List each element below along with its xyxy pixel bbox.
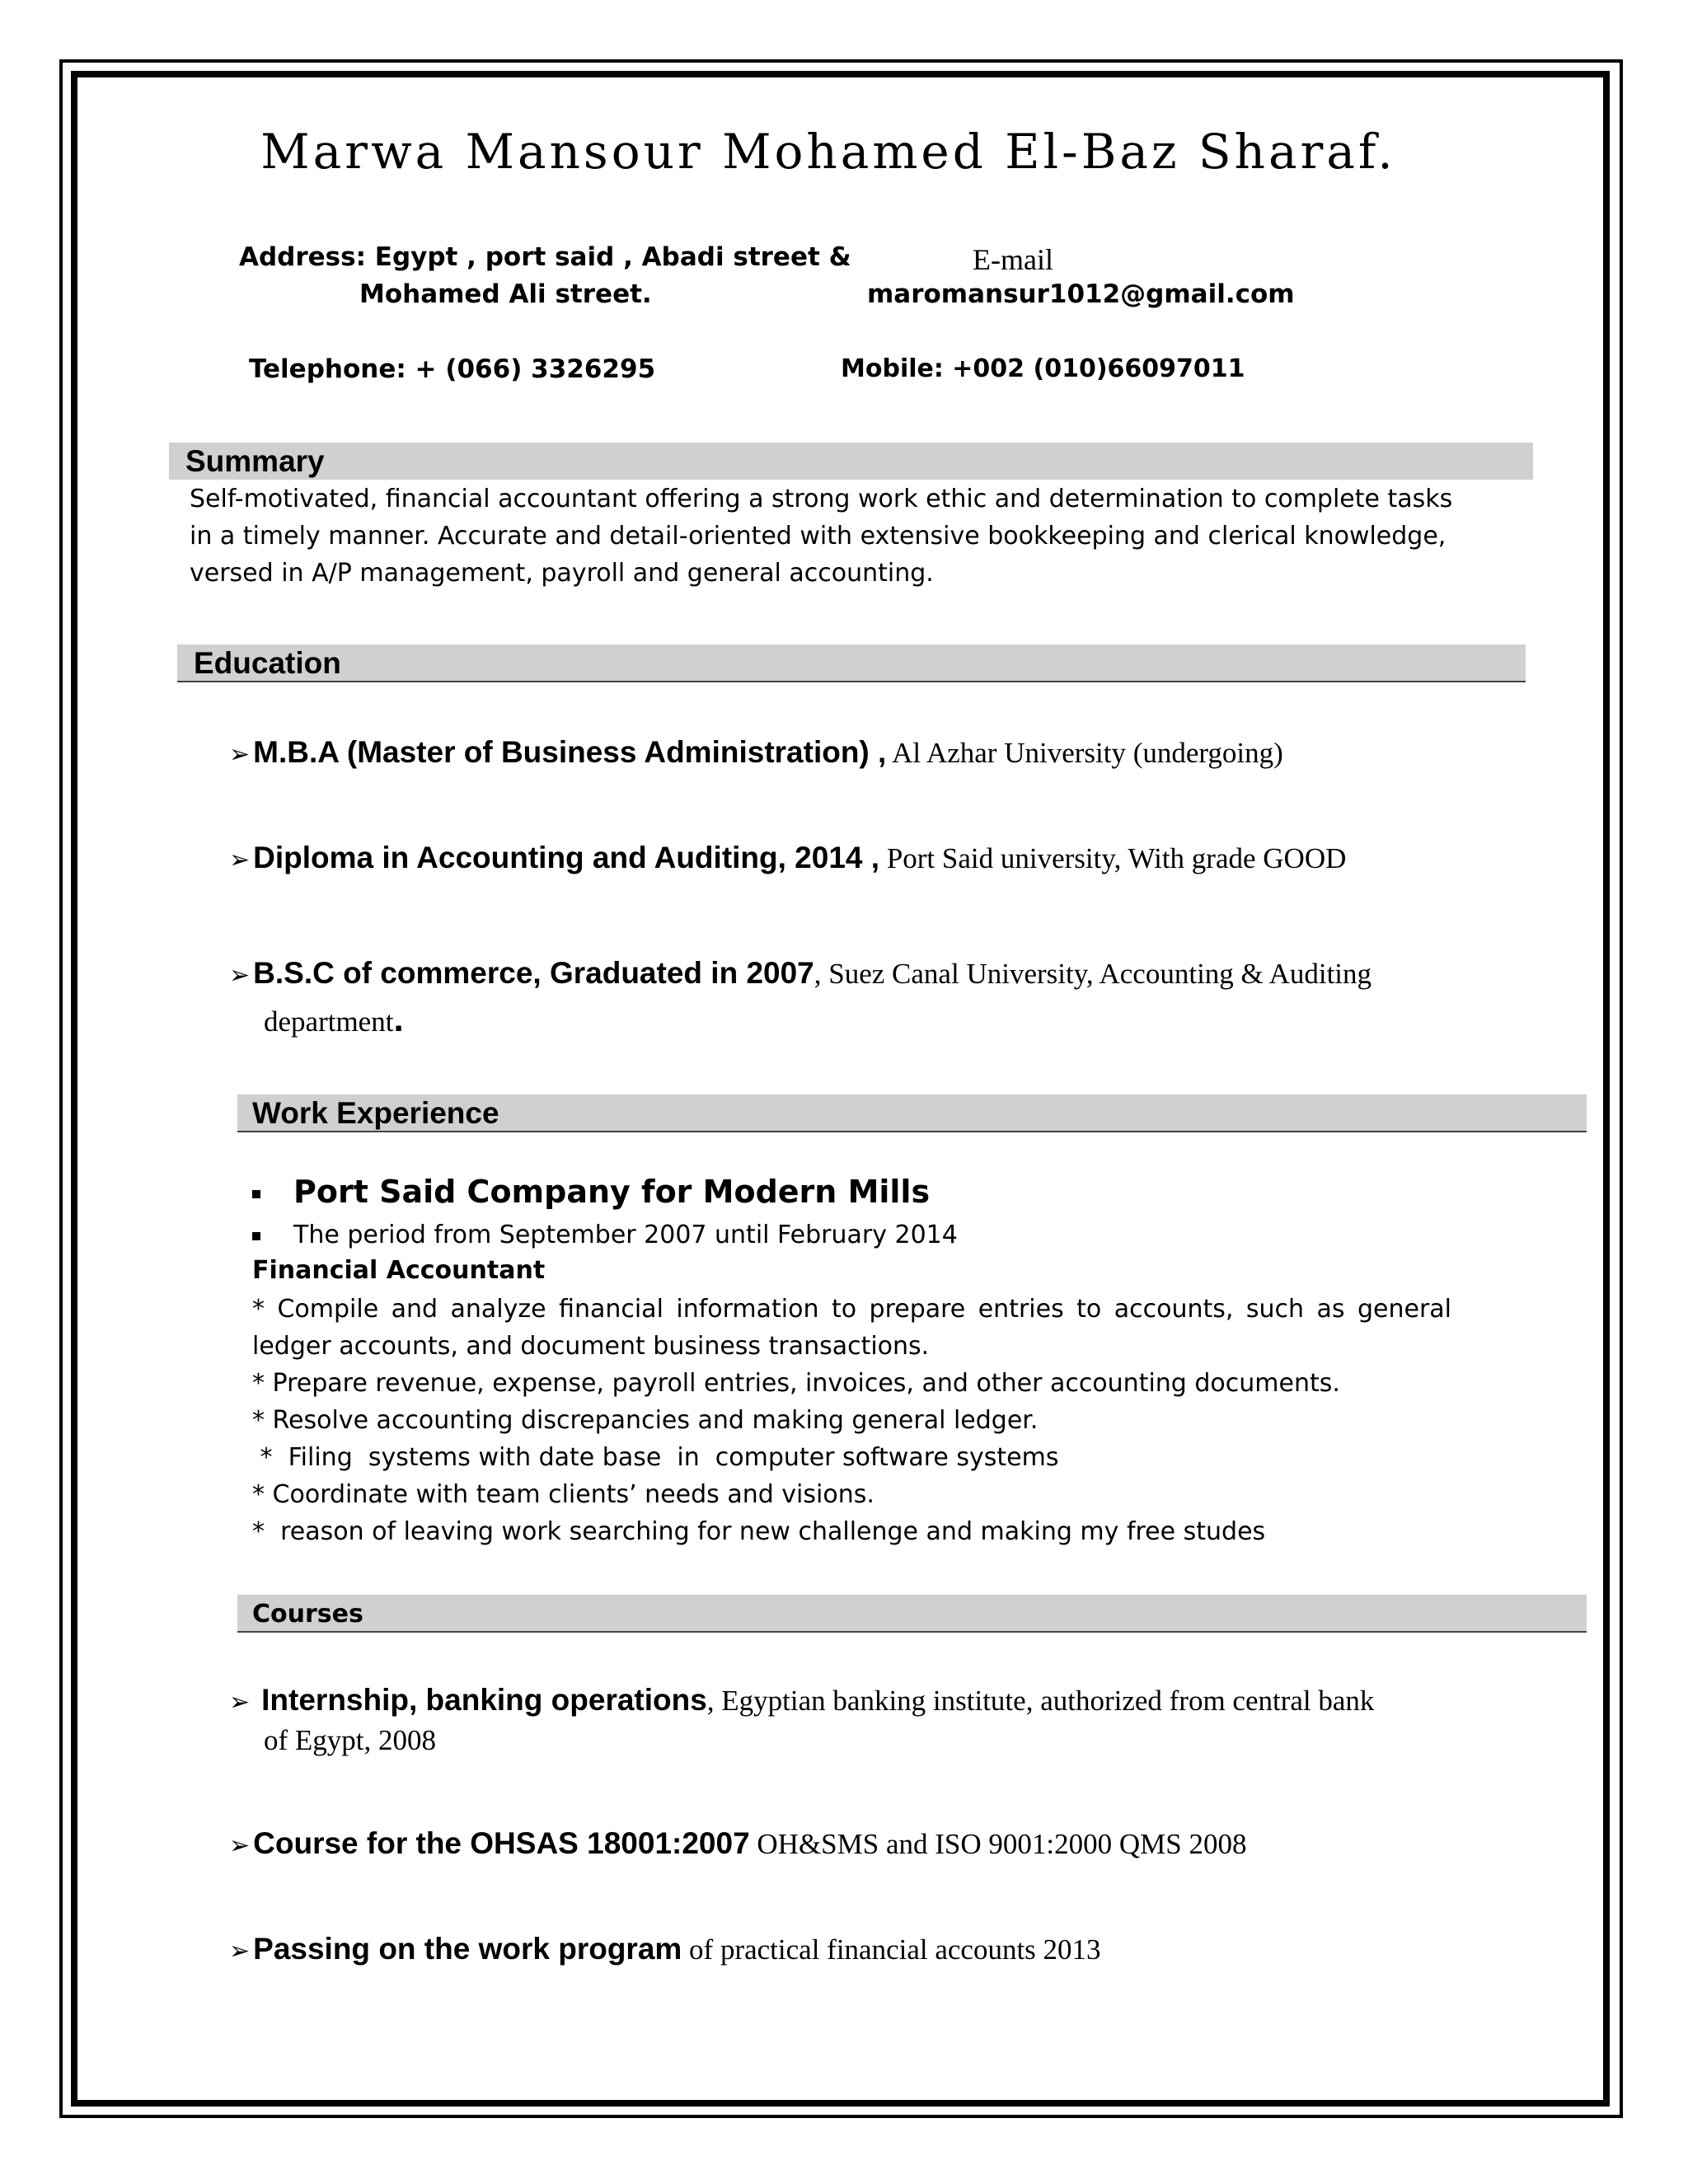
square-bullet-icon xyxy=(252,1232,260,1240)
arrow-bullet-icon: ➢ xyxy=(229,961,251,990)
course-item: ➢ Passing on the work program of practical financial accounts 2013 xyxy=(229,1932,1101,1966)
education-heading: Education xyxy=(177,644,1526,682)
summary-line: in a timely manner. Accurate and detail-oriented with extensive bookkeeping and clerical knowledge, xyxy=(190,522,1447,551)
summary-line: Self-motivated, financial accountant offering a strong work ethic and determination to complete tasks xyxy=(190,485,1453,513)
summary-text xyxy=(190,480,1452,592)
square-bullet-icon xyxy=(252,1190,260,1198)
email-address: maromansur1012@gmail.com xyxy=(867,279,1295,309)
job-title: Financial Accountant xyxy=(252,1256,546,1285)
education-item: ➢ M.B.A (Master of Business Administration) , Al Azhar University (undergoing) xyxy=(229,735,1283,769)
telephone: Telephone: + (066) 3326295 xyxy=(249,354,656,384)
duty-item: * Compile and analyze financial information to prepare entries to accounts, such as general ledger accounts, and document business transactions. xyxy=(252,1295,1451,1361)
address-line-2: Mohamed Ali street. xyxy=(359,279,652,309)
course-item-continuation: of Egypt, 2008 xyxy=(264,1724,437,1756)
arrow-bullet-icon: ➢ xyxy=(229,1688,251,1717)
education-item: ➢ Diploma in Accounting and Auditing, 2014 , Port Said university, With grade GOOD xyxy=(229,841,1347,874)
duty-item: * reason of leaving work searching for new challenge and making my free studes xyxy=(252,1517,1266,1546)
candidate-name: Marwa Mansour Mohamed El-Baz Sharaf. xyxy=(260,124,1396,180)
education-item: ➢ B.S.C of commerce, Graduated in 2007, Suez Canal University, Accounting & Auditing xyxy=(229,956,1372,990)
work-experience-heading: Work Experience xyxy=(237,1094,1587,1132)
arrow-bullet-icon: ➢ xyxy=(229,1831,251,1860)
course-item: ➢ Internship, banking operations, Egyptian banking institute, authorized from central bank xyxy=(229,1683,1375,1717)
arrow-bullet-icon: ➢ xyxy=(229,1937,251,1966)
arrow-bullet-icon: ➢ xyxy=(229,740,251,769)
duty-item: * Resolve accounting discrepancies and making general ledger. xyxy=(252,1406,1039,1435)
summary-heading: Summary xyxy=(169,443,1533,480)
duty-item: * Coordinate with team clients’ needs and visions. xyxy=(252,1480,874,1509)
duty-item: * Filing systems with date base in computer software systems xyxy=(252,1443,1059,1472)
summary-line: versed in A/P management, payroll and general accounting. xyxy=(190,559,934,588)
company-name: Port Said Company for Modern Mills xyxy=(252,1174,930,1210)
mobile: Mobile: +002 (010)66097011 xyxy=(841,354,1245,383)
email-label: E-mail xyxy=(973,243,1053,276)
course-item: ➢ Course for the OHSAS 18001:2007 OH&SMS and ISO 9001:2000 QMS 2008 xyxy=(229,1826,1247,1860)
work-period: The period from September 2007 until February 2014 xyxy=(252,1216,958,1254)
courses-heading: Courses xyxy=(237,1595,1587,1633)
arrow-bullet-icon: ➢ xyxy=(229,846,251,874)
address-line-1: Address: Egypt , port said , Abadi street & xyxy=(239,242,851,272)
duty-list xyxy=(252,1365,1340,1550)
education-item-continuation: department. xyxy=(264,999,404,1039)
duty-item: * Prepare revenue, expense, payroll entries, invoices, and other accounting documents. xyxy=(252,1369,1340,1398)
